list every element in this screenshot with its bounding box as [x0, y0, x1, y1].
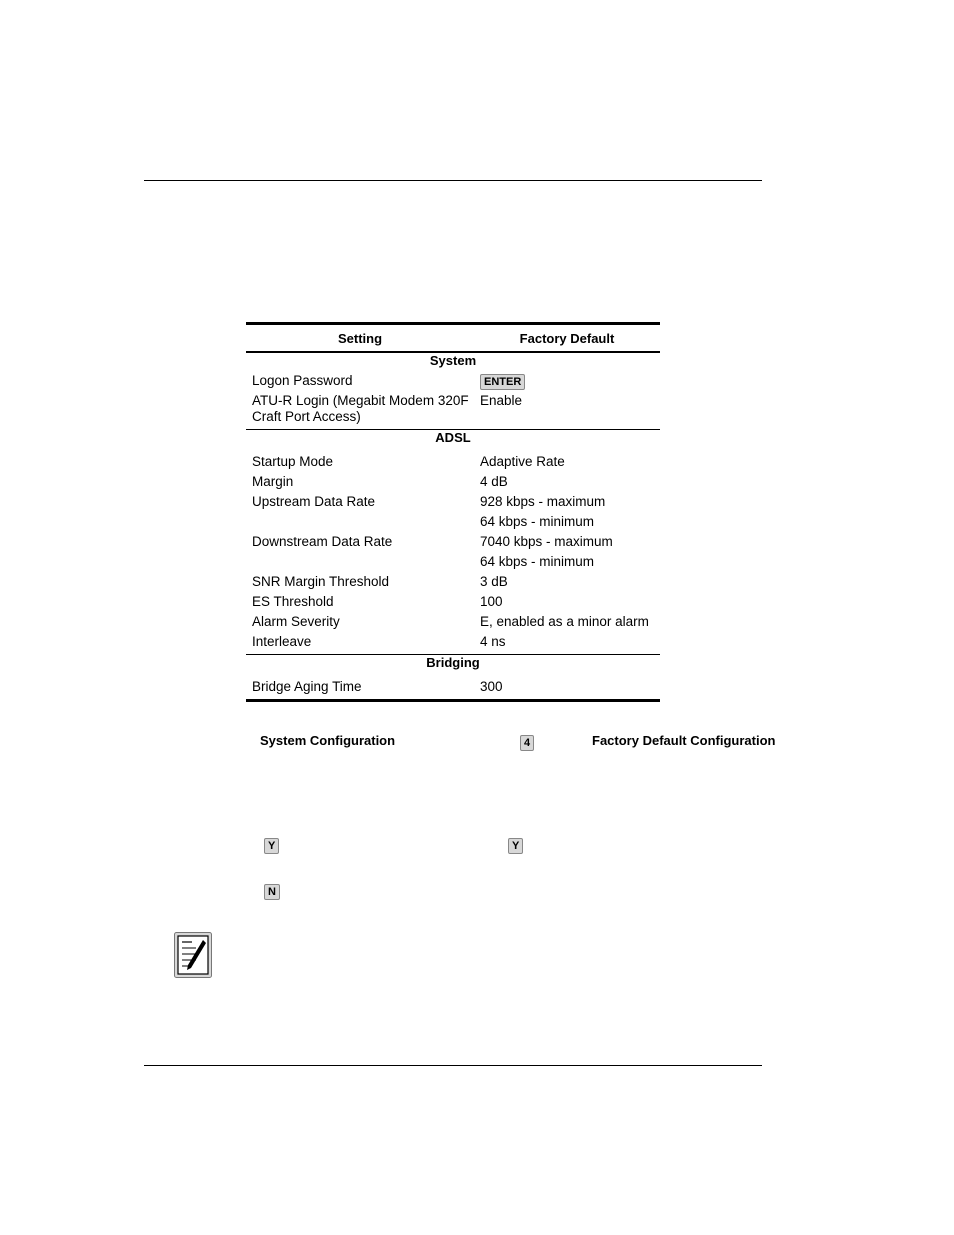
- setting-cell: Alarm Severity: [252, 613, 340, 629]
- header-setting: Setting: [337, 330, 383, 346]
- setting-cell: Downstream Data Rate: [252, 533, 393, 549]
- default-cell: 4 ns: [480, 633, 506, 649]
- section-title: System: [429, 353, 477, 368]
- setting-cell: SNR Margin Threshold: [252, 573, 390, 589]
- table-row: [246, 494, 660, 514]
- default-cell: 300: [474, 675, 660, 701]
- header-rule: [144, 180, 762, 181]
- section-adsl: [246, 429, 660, 450]
- table-row: [246, 450, 660, 474]
- setting-cell: ES Threshold: [252, 593, 334, 609]
- table-row: [246, 614, 660, 634]
- table-row: [246, 574, 660, 594]
- footer-rule: [144, 1065, 762, 1066]
- key-4: 4: [520, 735, 534, 751]
- key-y: Y: [508, 838, 523, 854]
- setting-cell: Upstream Data Rate: [252, 493, 376, 509]
- key-n: N: [264, 884, 280, 900]
- default-cell: 100: [480, 593, 503, 609]
- default-cell: E, enabled as a minor alarm: [480, 613, 649, 629]
- header-factory-default: Factory Default: [519, 330, 615, 346]
- setting-cell: Startup Mode: [252, 453, 334, 469]
- factory-defaults-table: [246, 322, 660, 702]
- default-cell: 64 kbps - minimum: [480, 553, 595, 569]
- table-row: [246, 634, 660, 655]
- key-y: Y: [264, 838, 279, 854]
- setting-cell: Margin: [252, 473, 294, 489]
- enter-key: ENTER: [480, 374, 525, 390]
- table-row: [246, 393, 660, 429]
- table-row: [246, 514, 660, 534]
- default-cell: 4 dB: [480, 473, 508, 489]
- table-row: [246, 554, 660, 574]
- setting-cell: [246, 554, 474, 574]
- table-header-row: [246, 324, 660, 353]
- section-title: ADSL: [246, 429, 660, 450]
- setting-cell: [246, 514, 474, 534]
- setting-cell: Logon Password: [252, 373, 353, 388]
- table-row: [246, 373, 660, 393]
- section-bridging: [246, 654, 660, 675]
- default-cell: [474, 373, 660, 393]
- system-configuration-label: System Configuration: [260, 733, 396, 748]
- default-cell: 7040 kbps - maximum: [480, 533, 613, 549]
- table-row: [246, 594, 660, 614]
- table-row: [246, 534, 660, 554]
- default-cell: 64 kbps - minimum: [480, 513, 595, 529]
- default-cell: 928 kbps - maximum: [480, 493, 606, 509]
- default-cell: Enable: [480, 393, 523, 408]
- setting-cell: Bridge Aging Time: [246, 675, 474, 701]
- section-title: Bridging: [246, 654, 660, 675]
- default-cell: Adaptive Rate: [480, 453, 565, 469]
- note-pencil-icon: [174, 932, 212, 978]
- setting-cell: Interleave: [252, 633, 312, 649]
- table-row: [246, 474, 660, 494]
- default-cell: 3 dB: [480, 573, 508, 589]
- section-system: [246, 352, 660, 373]
- setting-cell: ATU-R Login (Megabit Modem 320F Craft Port Access): [252, 393, 469, 424]
- factory-default-configuration-label: Factory Default Configuration: [592, 733, 776, 748]
- table-row: [246, 675, 660, 701]
